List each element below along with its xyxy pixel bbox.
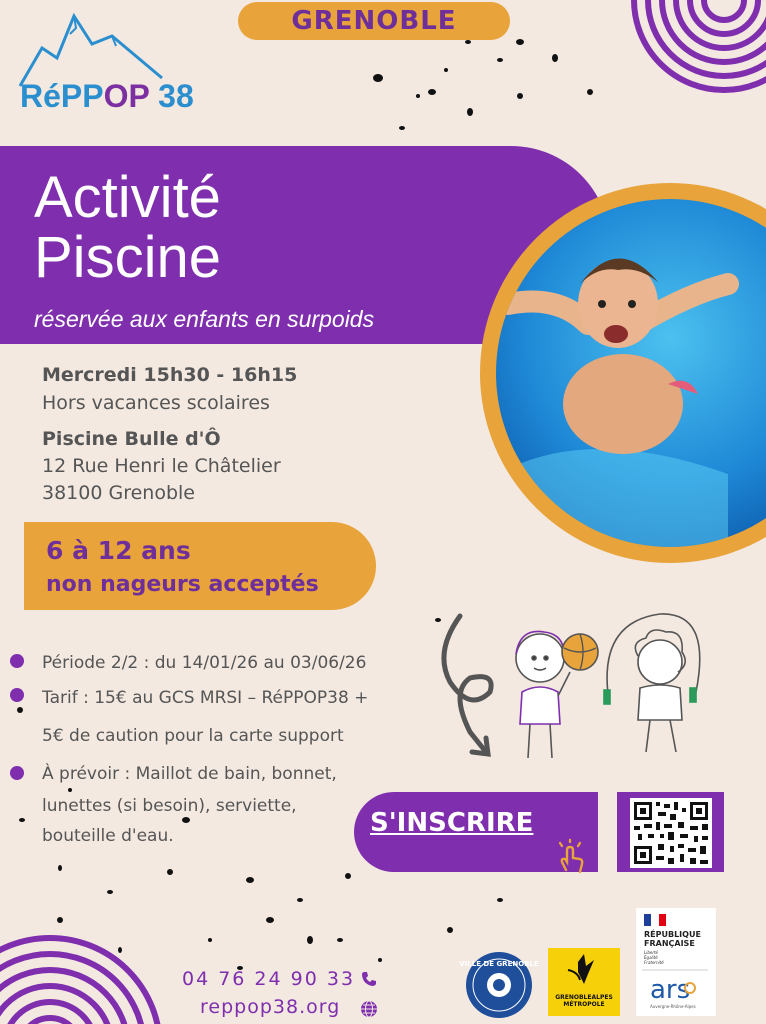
globe-icon bbox=[360, 1000, 378, 1018]
venue-street: 12 Rue Henri le Châtelier bbox=[42, 455, 281, 477]
price-line-1: Tarif : 15€ au GCS MRSI – RéPPOP38 + bbox=[42, 688, 369, 708]
register-button-label[interactable]: S'INSCRIRE bbox=[370, 808, 534, 838]
grenoble-alpes-metropole-logo bbox=[548, 948, 620, 1016]
swimming-child-photo bbox=[468, 174, 766, 572]
phone-icon bbox=[360, 970, 378, 988]
ars-region-text: Auvergne-Rhône-Alpes bbox=[650, 1004, 696, 1009]
curly-arrow-icon bbox=[430, 612, 500, 762]
title-line-2: Piscine bbox=[34, 225, 221, 290]
metropole-line-2: MÉTROPOLE bbox=[563, 1001, 605, 1008]
ars-text: ars bbox=[650, 975, 691, 1005]
phone-number[interactable]: 04 76 24 90 33 bbox=[182, 968, 356, 990]
republique-line-2: FRANÇAISE bbox=[644, 939, 695, 948]
metropole-line-1: GRENOBLEALPES bbox=[555, 994, 613, 1001]
bullet-dot bbox=[10, 766, 24, 780]
venue-name: Piscine Bulle d'Ô bbox=[42, 428, 221, 450]
title-line-1: Activité bbox=[34, 165, 221, 230]
motto-egalite: Égalité bbox=[644, 955, 658, 960]
ville-de-grenoble-logo bbox=[459, 950, 539, 1020]
venue-city: 38100 Grenoble bbox=[42, 482, 195, 504]
republique-line-1: RÉPUBLIQUE bbox=[644, 930, 701, 939]
bring-line-2: lunettes (si besoin), serviette, bbox=[42, 796, 297, 816]
city-badge: GRENOBLE bbox=[238, 2, 510, 40]
page-subtitle: réservée aux enfants en surpoids bbox=[34, 306, 375, 332]
bring-line-3: bouteille d'eau. bbox=[42, 826, 174, 846]
price-line-2: 5€ de caution pour la carte support bbox=[42, 726, 344, 746]
bullet-dot bbox=[10, 654, 24, 668]
kids-illustration bbox=[500, 612, 720, 772]
bring-line-1: À prévoir : Maillot de bain, bonnet, bbox=[42, 764, 337, 784]
motto-fraternite: Fraternité bbox=[644, 960, 664, 965]
website-link[interactable]: reppop38.org bbox=[200, 996, 341, 1018]
age-range: 6 à 12 ans bbox=[46, 536, 191, 565]
schedule-note: Hors vacances scolaires bbox=[42, 392, 270, 414]
swimmers-note: non nageurs acceptés bbox=[46, 572, 319, 597]
republique-francaise-ars-logo bbox=[636, 908, 716, 1016]
period-text: Période 2/2 : du 14/01/26 au 03/06/26 bbox=[42, 653, 367, 673]
hand-click-icon bbox=[552, 840, 588, 876]
bullet-dot bbox=[10, 688, 24, 702]
qr-code-icon[interactable] bbox=[630, 798, 712, 868]
reppop-logo-text: RéPPOP 38 bbox=[20, 78, 194, 114]
ville-logo-text: VILLE DE GRENOBLE bbox=[459, 960, 539, 968]
schedule-day-time: Mercredi 15h30 - 16h15 bbox=[42, 364, 298, 386]
page-title bbox=[34, 165, 221, 290]
motto-liberte: Liberté bbox=[644, 950, 659, 955]
